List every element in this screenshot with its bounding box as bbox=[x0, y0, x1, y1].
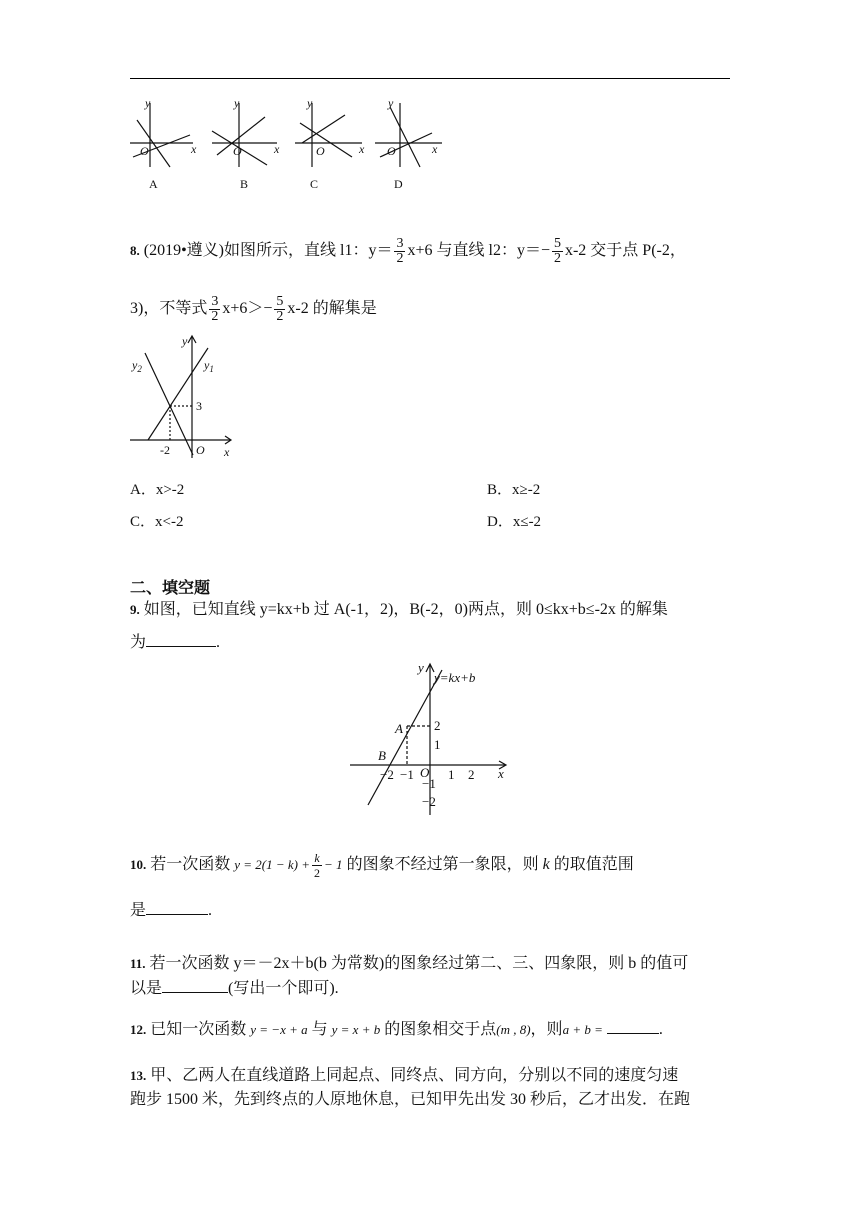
fraction: $\frac{k}{2}$ bbox=[314, 851, 321, 880]
fraction: $\frac{3}{2}$ bbox=[211, 294, 219, 324]
svg-text:−2: −2 bbox=[380, 767, 394, 782]
graph-b bbox=[212, 103, 277, 167]
q9-line2: 为 . bbox=[130, 634, 221, 651]
svg-text:B: B bbox=[378, 748, 386, 763]
svg-text:2: 2 bbox=[434, 718, 441, 733]
q11-line2: 以是 (写出一个即可). bbox=[130, 980, 339, 997]
svg-text:x: x bbox=[274, 142, 280, 156]
svg-text:−2: −2 bbox=[422, 794, 436, 809]
svg-text:y2: $y_2$ bbox=[132, 358, 142, 374]
svg-text:y: y bbox=[182, 334, 188, 348]
graph-c bbox=[295, 103, 362, 167]
answer-blank[interactable] bbox=[146, 900, 208, 915]
svg-text:x: x bbox=[498, 766, 504, 781]
graph-label-c: C bbox=[310, 177, 319, 191]
option-graphs bbox=[125, 95, 445, 195]
svg-text:2: 2 bbox=[468, 767, 475, 782]
svg-text:y=kx+b: y=kx+b bbox=[434, 670, 476, 685]
svg-text:y: y bbox=[418, 660, 424, 675]
svg-text:y1: $y_1$ bbox=[204, 358, 214, 374]
answer-blank[interactable] bbox=[146, 632, 216, 647]
svg-text:1: 1 bbox=[434, 737, 441, 752]
svg-text:-2: -2 bbox=[160, 443, 170, 457]
q8-option-b: B．x≥-2 bbox=[487, 482, 541, 498]
svg-text:O: O bbox=[420, 765, 430, 780]
q9-line1: 9. 如图，已知直线 y=kx+b 过 A(-1，2)，B(-2，0)两点，则 0≤kx+b≤-2x 的解集 bbox=[130, 601, 668, 618]
q10-line1: 10. 若一次函数 y = 2(1 − k) + $\frac{k}{2}$ − 1 的图象不经过第一象限，则 k 的取值范围 bbox=[130, 851, 634, 880]
q8-option-c: C．x<-2 bbox=[130, 514, 184, 530]
fraction: $\frac{5}{2}$ bbox=[276, 294, 284, 324]
q8-graph bbox=[130, 333, 240, 463]
q13-line1: 13. 甲、乙两人在直线道路上同起点、同终点、同方向，分别以不同的速度匀速 bbox=[130, 1067, 679, 1084]
svg-text:x: x bbox=[359, 142, 365, 156]
svg-text:O: O bbox=[387, 144, 396, 158]
svg-text:x: x bbox=[191, 142, 197, 156]
svg-text:y: y bbox=[307, 96, 313, 110]
q10-line2: 是 . bbox=[130, 902, 213, 919]
svg-text:3: 3 bbox=[196, 399, 202, 413]
svg-text:O: O bbox=[233, 144, 242, 158]
answer-blank[interactable] bbox=[162, 978, 228, 993]
svg-text:y: y bbox=[388, 96, 394, 110]
graph-label-b: B bbox=[240, 177, 249, 191]
answer-blank[interactable] bbox=[607, 1019, 659, 1034]
svg-text:O: O bbox=[196, 443, 205, 457]
svg-text:x: x bbox=[224, 445, 230, 459]
svg-text:−1: −1 bbox=[422, 776, 436, 791]
top-rule bbox=[130, 78, 730, 79]
q11-line1: 11. 若一次函数 y＝－2x＋b(b 为常数)的图象经过第二、三、四象限，则 b 的值可 bbox=[130, 955, 689, 972]
graph-label-d: D bbox=[394, 177, 403, 191]
q8-option-d: D．x≤-2 bbox=[487, 514, 542, 530]
svg-text:y: y bbox=[234, 96, 240, 110]
q8-line1: 8. (2019•遵义)如图所示，直线 l1：y＝ $\frac{3}{2}$ x+6 与直线 l2：y＝− $\frac{5}{2}$ x-2 交于点 P(-2， bbox=[130, 236, 686, 266]
q8-line2: 3)，不等式 $\frac{3}{2}$ x+6＞− $\frac{5}{2}$ x-2 的解集是 bbox=[130, 294, 377, 324]
svg-text:−1: −1 bbox=[400, 767, 414, 782]
svg-text:1: 1 bbox=[448, 767, 455, 782]
section-title: 二、填空题 bbox=[130, 578, 211, 597]
q12-line: 12. 已知一次函数 y = −x + a 与 y = x + b 的图象相交于点(m , 8)，则a + b = . bbox=[130, 1021, 663, 1038]
graph-d bbox=[375, 103, 442, 167]
fraction: $\frac{5}{2}$ bbox=[553, 236, 561, 266]
svg-text:y: y bbox=[145, 96, 151, 110]
svg-text:O: O bbox=[316, 144, 325, 158]
q9-graph bbox=[350, 660, 515, 820]
svg-text:O: O bbox=[140, 144, 149, 158]
q8-option-a: A．x>-2 bbox=[130, 482, 185, 498]
svg-text:A: A bbox=[395, 721, 403, 736]
fraction: $\frac{3}{2}$ bbox=[396, 236, 404, 266]
svg-text:x: x bbox=[432, 142, 438, 156]
q13-line2: 跑步 1500 米，先到终点的人原地休息，已知甲先出发 30 秒后，乙才出发．在跑 bbox=[130, 1091, 691, 1108]
graph-label-a: A bbox=[149, 177, 158, 191]
